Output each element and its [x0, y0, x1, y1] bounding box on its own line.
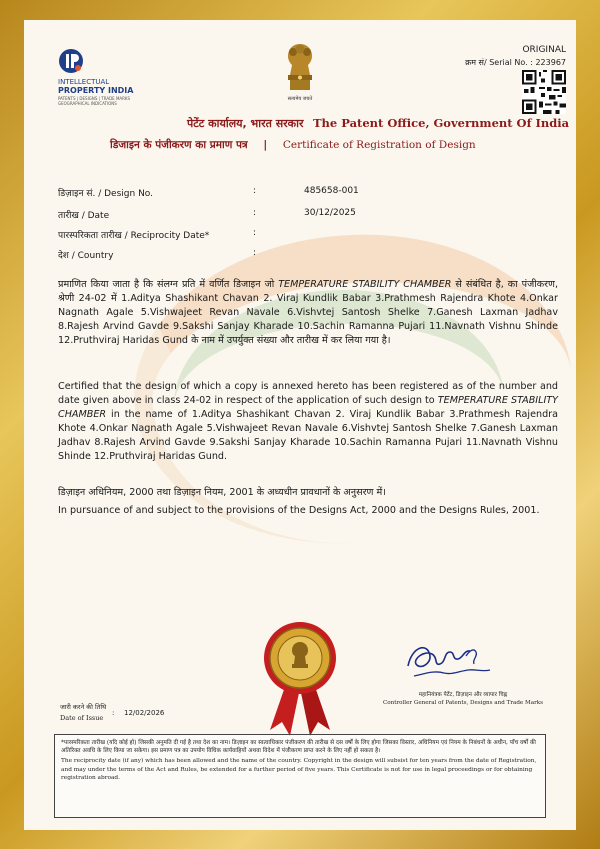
footnote-box	[54, 734, 546, 818]
field-label: पारस्परिकता तारीख / Reciprocity Date*	[58, 231, 210, 241]
field-label: तारीख / Date	[58, 211, 110, 221]
design-name: TEMPERATURE STABILITY CHAMBER	[278, 279, 452, 290]
ip-logo-icon	[58, 48, 84, 74]
serial-label: क्रम सं/ Serial No. :	[465, 58, 533, 67]
field-label: डिज़ाइन सं. / Design No.	[58, 189, 154, 199]
issue-label-hindi: जारी करने की तिथि	[60, 703, 107, 711]
subtitle-hindi: डिजाइन के पंजीकरण का प्रमाण पत्र	[110, 139, 248, 151]
emblem-caption: सत्यमेव जयते	[287, 96, 313, 102]
subtitle-english: Certificate of Registration of Design	[282, 139, 476, 151]
footnote-hindi: *पारस्परिकता तारीख (यदि कोई हो) जिसकी अनुमति दी गई है तथा देश का नाम। डिज़ाइन का स्वत्वाधिकार पंजीकरण की तारीख से दस वर्षों के लिए होगा जिसका विस्तार, अधिनियम एवं नियम के निबंधनों के अधीन, पाँच वर्षों की अतिरिक्त अवधि के लिए किया जा सकेगा। इस प्रमाण पत्र का उपयोग विधिक कार्यवाहियों अथवा विदेश में पंजीकरण प्राप्त करने के लिए नहीं हो सकता है।	[61, 740, 536, 755]
field-label: देश / Country	[58, 251, 114, 261]
issue-label-english: Date of Issue	[60, 714, 104, 722]
serial-value: 223967	[535, 58, 566, 67]
act-text-english: In pursuance of and subject to the provisions of the Designs Act, 2000 and the Designs Rules, 2001.	[58, 505, 540, 516]
design-name: TEMPERATURE STABILITY CHAMBER	[58, 395, 558, 420]
logo-line3: PATENTS | DESIGNS | TRADE MARKS GEOGRAPHICAL INDICATIONS	[58, 96, 131, 106]
subtitle-separator: |	[263, 139, 268, 151]
certification-text-english: Certified that the design of which a copy is annexed hereto has been registered as of the number and date given above in class 24-02 in respect of the application of such design to TEMPERATURE STABILITY CHAMBER in the name of 1.Aditya Shashikant Chavan 2. Viraj Kundlik Babar 3.Prathmesh Rajendra Khote 4.Onkar Nagnath Agale 5.Vishwajeet Revan Navale 6.Vishvtej Santosh Shelke 7.Ganesh Laxman Jadhav 8.Rajesh Arvind Gavde 9.Sakshi Sanjay Kharade 10.Sachin Ramanna Pujari 11.Navnath Vishnu Shinde 12.Pruthviraj Haridas Gund.	[58, 381, 558, 462]
certificate-subtitle	[104, 138, 482, 152]
field-value: 485658-001	[304, 186, 359, 196]
title-english: The Patent Office, Government Of India	[313, 116, 570, 130]
logo-line1: INTELLECTUAL	[58, 78, 110, 86]
field-colon: :	[253, 208, 257, 218]
qr-code-icon	[522, 70, 566, 114]
certification-text-hindi: प्रमाणित किया जाता है कि संलग्न प्रति में वर्णित डिजाइन जो TEMPERATURE STABILITY CHAMBER से संबंधित है, का पंजीकरण, श्रेणी 24-02 में 1.Aditya Shashikant Chavan 2. Viraj Kundlik Babar 3.Prathmesh Rajendra Khote 4.Onkar Nagnath Agale 5.Vishwajeet Revan Navale 6.Vishvtej Santosh Shelke 7.Ganesh Laxman Jadhav 8.Rajesh Arvind Gavde 9.Sakshi Sanjay Kharade 10.Sachin Ramanna Pujari 11.Navnath Vishnu Shinde 12.Pruthviraj Haridas Gund के नाम में उपर्युक्त संख्या और तारीख में कर लिया गया है।	[58, 279, 558, 346]
official-seal-icon	[260, 618, 340, 738]
national-emblem	[278, 40, 322, 106]
field-colon: :	[253, 248, 257, 258]
issue-colon: :	[112, 709, 115, 717]
serial-number	[465, 57, 566, 68]
controller-title-english: Controller General of Patents, Designs and Trade Marks	[382, 700, 544, 706]
certificate-paper	[24, 20, 576, 830]
field-colon: :	[253, 186, 257, 196]
controller-title-hindi: महानियंत्रक पेटेंट, डिज़ाइन और व्यापार चिह्न	[418, 692, 508, 698]
title-hindi: पेटेंट कार्यालय, भारत सरकार	[187, 117, 304, 130]
field-colon: :	[253, 228, 257, 238]
footnote-english: The reciprocity date (if any) which has been allowed and the name of the country. Copyright in the design will subsist for ten years from the date of Registration, and may under the terms of the Act and Rules, be extended for a further period of five years. This Certificate is not for use in legal proceedings or for obtaining registration abroad.	[61, 758, 537, 781]
ashoka-emblem-icon	[278, 40, 322, 96]
act-text-hindi: डिज़ाइन अधिनियम, 2000 तथा डिज़ाइन नियम, 2001 के अध्यधीन प्रावधानों के अनुसरण में।	[58, 487, 386, 498]
logo-line2: PROPERTY INDIA	[58, 86, 134, 95]
original-label: ORIGINAL	[522, 45, 566, 55]
signature-icon	[396, 636, 516, 686]
ip-india-logo	[58, 48, 148, 108]
issue-date: 12/02/2026	[124, 709, 165, 717]
field-value: 30/12/2025	[304, 208, 356, 218]
